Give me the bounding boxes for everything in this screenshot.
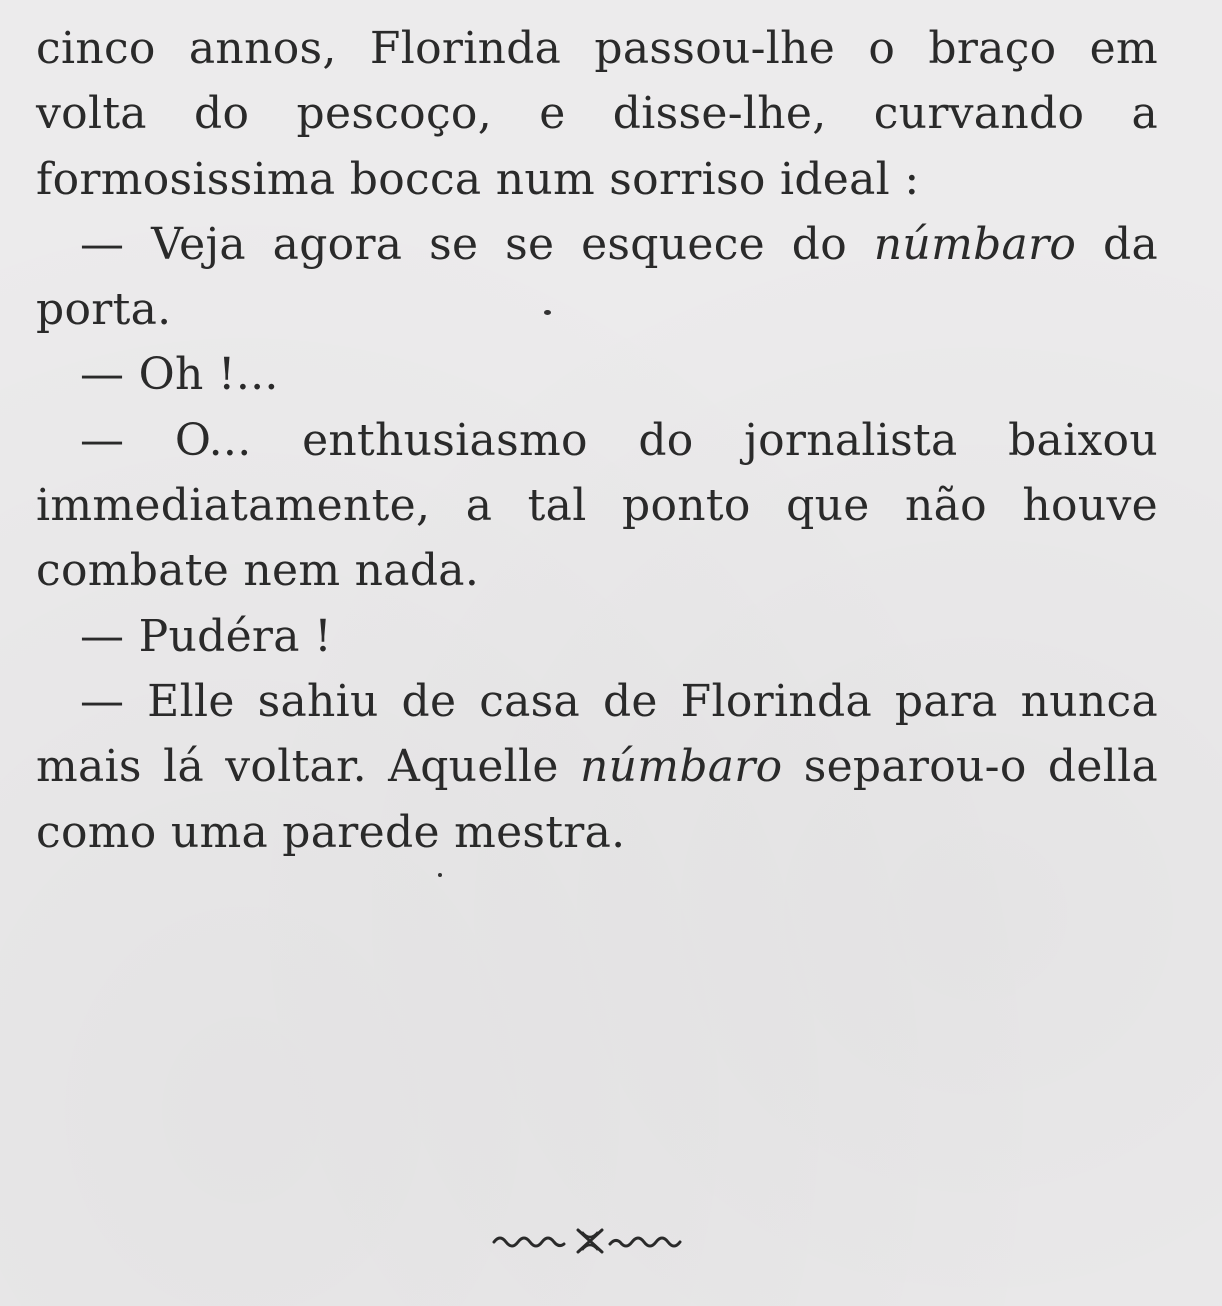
fleuron-ornament-icon [490,1222,690,1258]
text-run: — Pudéra ! [80,610,333,662]
text-run: da porta. [36,218,1158,336]
ink-speck [544,310,551,315]
italic-word: númbaro [580,741,783,793]
paragraph-dialogue-3 [36,408,1158,604]
text-run: — Veja agora se se esquece do [80,218,874,270]
text-run: cinco annos, Florinda passou-lhe o braço em volta do pescoço, e disse-lhe, curvando a formosissima bocca num sorriso ideal : [36,23,1158,205]
text-run: — Elle sahiu de casa de Florinda para nunca mais lá voltar. Aquelle [36,675,1158,793]
text-run: — O... enthusiasmo do jornalista baixou immediatamente, a tal ponto que não houve combate nem nada. [36,414,1158,597]
page-text [36,16,1158,865]
paragraph-dialogue-5 [36,669,1158,865]
text-run: — Oh !... [80,349,279,401]
ink-speck [438,873,442,877]
paragraph-dialogue-1 [36,212,1158,343]
paragraph-dialogue-4 [36,604,1158,669]
paragraph-dialogue-2 [36,342,1158,407]
italic-word: númbaro [873,218,1077,270]
text-run: separou-o della como uma parede mestra. [36,741,1158,858]
paragraph-narration-1 [36,16,1158,212]
